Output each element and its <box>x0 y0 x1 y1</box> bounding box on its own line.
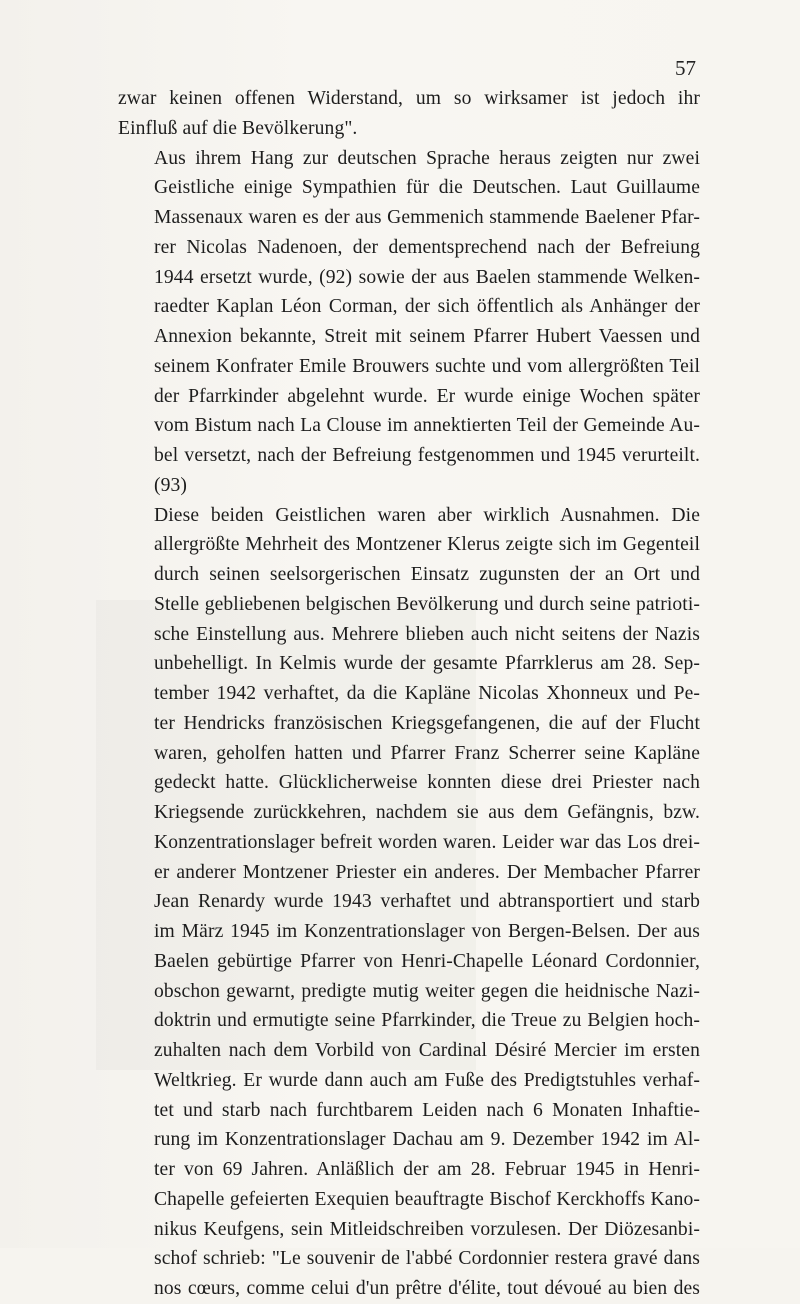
body-text <box>118 84 700 1304</box>
text-line: tember 1942 verhaftet, da die Kapläne Nicolas Xhonneux und Pe- <box>154 683 700 704</box>
text-line: ter Hendricks französischen Kriegsgefangenen, die auf der Flucht <box>154 712 700 734</box>
text-line: Diese beiden Geistlichen waren aber wirklich Ausnahmen. Die <box>154 504 700 526</box>
text-line: durch seinen seelsorgerischen Einsatz zugunsten der an Ort und <box>154 564 700 585</box>
text-line: obschon gewarnt, predigte mutig weiter gegen die heidnische Nazi- <box>154 980 700 1002</box>
text-line: tet und starb nach furchtbarem Leiden nach 6 Monaten Inhaftie- <box>154 1099 700 1121</box>
text-line: vom Bistum nach La Clouse im annektierten Teil der Gemeinde Au- <box>154 415 700 437</box>
text-line: allergrößte Mehrheit des Montzener Klerus zeigte sich im Gegenteil <box>154 534 700 556</box>
text-line: ter von 69 Jahren. Anläßlich der am 28. Februar 1945 in Henri- <box>154 1159 700 1180</box>
text-line: raedter Kaplan Léon Corman, der sich öffentlich als Anhänger der <box>154 296 700 318</box>
text-line: Chapelle gefeierten Exequien beauftragte Bischof Kerckhoffs Kano- <box>154 1188 700 1210</box>
text-line: Geistliche einige Sympathien für die Deutschen. Laut Guillaume <box>154 177 700 199</box>
text-line: er anderer Montzener Priester ein anderes. Der Membacher Pfarrer <box>154 861 700 883</box>
paragraph-3 <box>118 501 700 1304</box>
text-line: rer Nicolas Nadenoen, der dementsprechend nach der Befreiung <box>154 236 700 258</box>
text-line: gedeckt hatte. Glücklicherweise konnten diese drei Priester nach <box>154 772 700 794</box>
text-line: nikus Keufgens, sein Mitleidschreiben vorzulesen. Der Diözesanbi- <box>154 1218 700 1240</box>
text-line: nos cœurs, comme celui d'un prêtre d'élite, tout dévoué au bien des <box>154 1278 700 1299</box>
text-line: Annexion bekannte, Streit mit seinem Pfarrer Hubert Vaessen und <box>154 326 700 347</box>
text-line: zuhalten nach dem Vorbild von Cardinal Désiré Mercier im ersten <box>154 1040 700 1061</box>
text-line: Jean Renardy wurde 1943 verhaftet und abtransportiert und starb <box>154 891 700 913</box>
text-line: Konzentrationslager befreit worden waren. Leider war das Los drei- <box>154 831 700 853</box>
text-line: seinem Konfrater Emile Brouwers suchte und vom allergrößten Teil <box>154 355 700 377</box>
text-line: rung im Konzentrationslager Dachau am 9. Dezember 1942 im Al- <box>154 1129 700 1151</box>
text-line: Massenaux waren es der aus Gemmenich stammende Baelener Pfar- <box>154 207 700 228</box>
text-line: (93) <box>154 474 188 496</box>
text-line: Weltkrieg. Er wurde dann auch am Fuße des Predigtstuhles verhaf- <box>154 1069 700 1091</box>
paragraph-1 <box>118 84 700 144</box>
text-line: bel versetzt, nach der Befreiung festgenommen und 1945 verurteilt. <box>154 445 700 466</box>
text-line: unbehelligt. In Kelmis wurde der gesamte Pfarrklerus am 28. Sep- <box>154 653 700 675</box>
text-line: Einfluß auf die Bevölkerung". <box>118 117 358 139</box>
text-line: sche Einstellung aus. Mehrere blieben auch nicht seitens der Nazis <box>154 623 700 645</box>
text-line: zwar keinen offenen Widerstand, um so wirksamer ist jedoch ihr <box>118 88 700 109</box>
text-line: schof schrieb: "Le souvenir de l'abbé Cordonnier restera gravé dans <box>154 1248 700 1270</box>
text-line: der Pfarrkinder abgelehnt wurde. Er wurde einige Wochen später <box>154 385 700 407</box>
text-line: waren, geholfen hatten und Pfarrer Franz Scherrer seine Kapläne <box>154 742 700 764</box>
text-line: 1944 ersetzt wurde, (92) sowie der aus Baelen stammende Welken- <box>154 266 700 288</box>
text-line: Kriegsende zurückkehren, nachdem sie aus dem Gefängnis, bzw. <box>154 802 700 823</box>
text-line: im März 1945 im Konzentrationslager von Bergen-Belsen. Der aus <box>154 921 700 942</box>
text-line: doktrin und ermutigte seine Pfarrkinder, die Treue zu Belgien hoch- <box>154 1010 700 1032</box>
text-line: Aus ihrem Hang zur deutschen Sprache heraus zeigten nur zwei <box>154 147 700 169</box>
paragraph-2 <box>118 144 700 501</box>
text-line: Stelle gebliebenen belgischen Bevölkerung und durch seine patrioti- <box>154 593 700 615</box>
page-number: 57 <box>675 56 696 80</box>
text-line: Baelen gebürtige Pfarrer von Henri-Chapelle Léonard Cordonnier, <box>154 950 700 972</box>
